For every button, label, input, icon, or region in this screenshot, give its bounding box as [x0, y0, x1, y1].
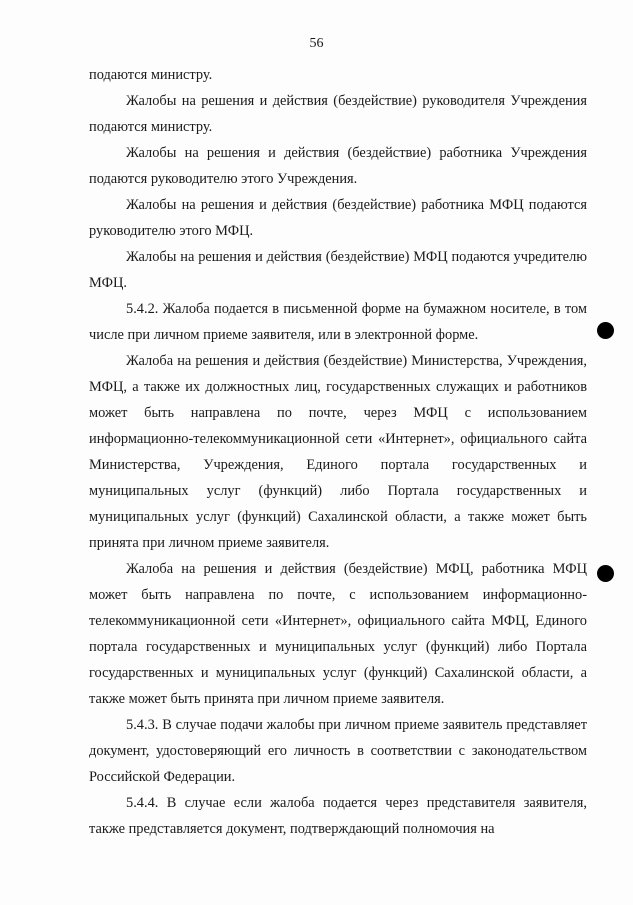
- paragraph-5-4-4: 5.4.4. В случае если жалоба подается через представителя заявителя, также представляется документ, подтверждающий полномочия на: [89, 795, 587, 837]
- paragraph: Жалоба на решения и действия (бездействие) МФЦ, работника МФЦ может быть направлена по почте, с использованием информационно-телекоммуникационной сети «Интернет», официального сайта МФЦ, Единого портала государственных и муниципальных услуг (функций) либо Портала государственных и муниципальных услуг (функций) Сахалинской области, а также может быть принята при личном приеме заявителя.: [89, 561, 587, 707]
- paragraph: Жалобы на решения и действия (бездействие) работника МФЦ подаются руководителю этого МФЦ.: [89, 197, 587, 239]
- punch-hole-mark: [597, 565, 614, 582]
- punch-hole-mark: [597, 322, 614, 339]
- page-number: 56: [309, 36, 324, 51]
- paragraph-5-4-2: 5.4.2. Жалоба подается в письменной форме на бумажном носителе, в том числе при личном приеме заявителя, или в электронной форме.: [89, 301, 587, 343]
- paragraph-continuation: подаются министру.: [89, 67, 213, 83]
- paragraph: Жалобы на решения и действия (бездействие) руководителя Учреждения подаются министру.: [89, 93, 587, 135]
- paragraph: Жалобы на решения и действия (бездействие) работника Учреждения подаются руководителю этого Учреждения.: [89, 145, 587, 187]
- paragraph: Жалобы на решения и действия (бездействие) МФЦ подаются учредителю МФЦ.: [89, 249, 587, 291]
- paragraph: Жалоба на решения и действия (бездействие) Министерства, Учреждения, МФЦ, а также их должностных лиц, государственных служащих и работников может быть направлена по почте, через МФЦ с использованием информационно-телекоммуникационной сети «Интернет», официального сайта Министерства, Учреждения, Единого портала государственных и муниципальных услуг (функций) либо Портала государственных и муниципальных услуг (функций) Сахалинской области, а также может быть принята при личном приеме заявителя.: [89, 353, 587, 551]
- document-body: [89, 62, 587, 842]
- paragraph-5-4-3: 5.4.3. В случае подачи жалобы при личном приеме заявитель представляет документ, удостоверяющий его личность в соответствии с законодательством Российской Федерации.: [89, 717, 587, 785]
